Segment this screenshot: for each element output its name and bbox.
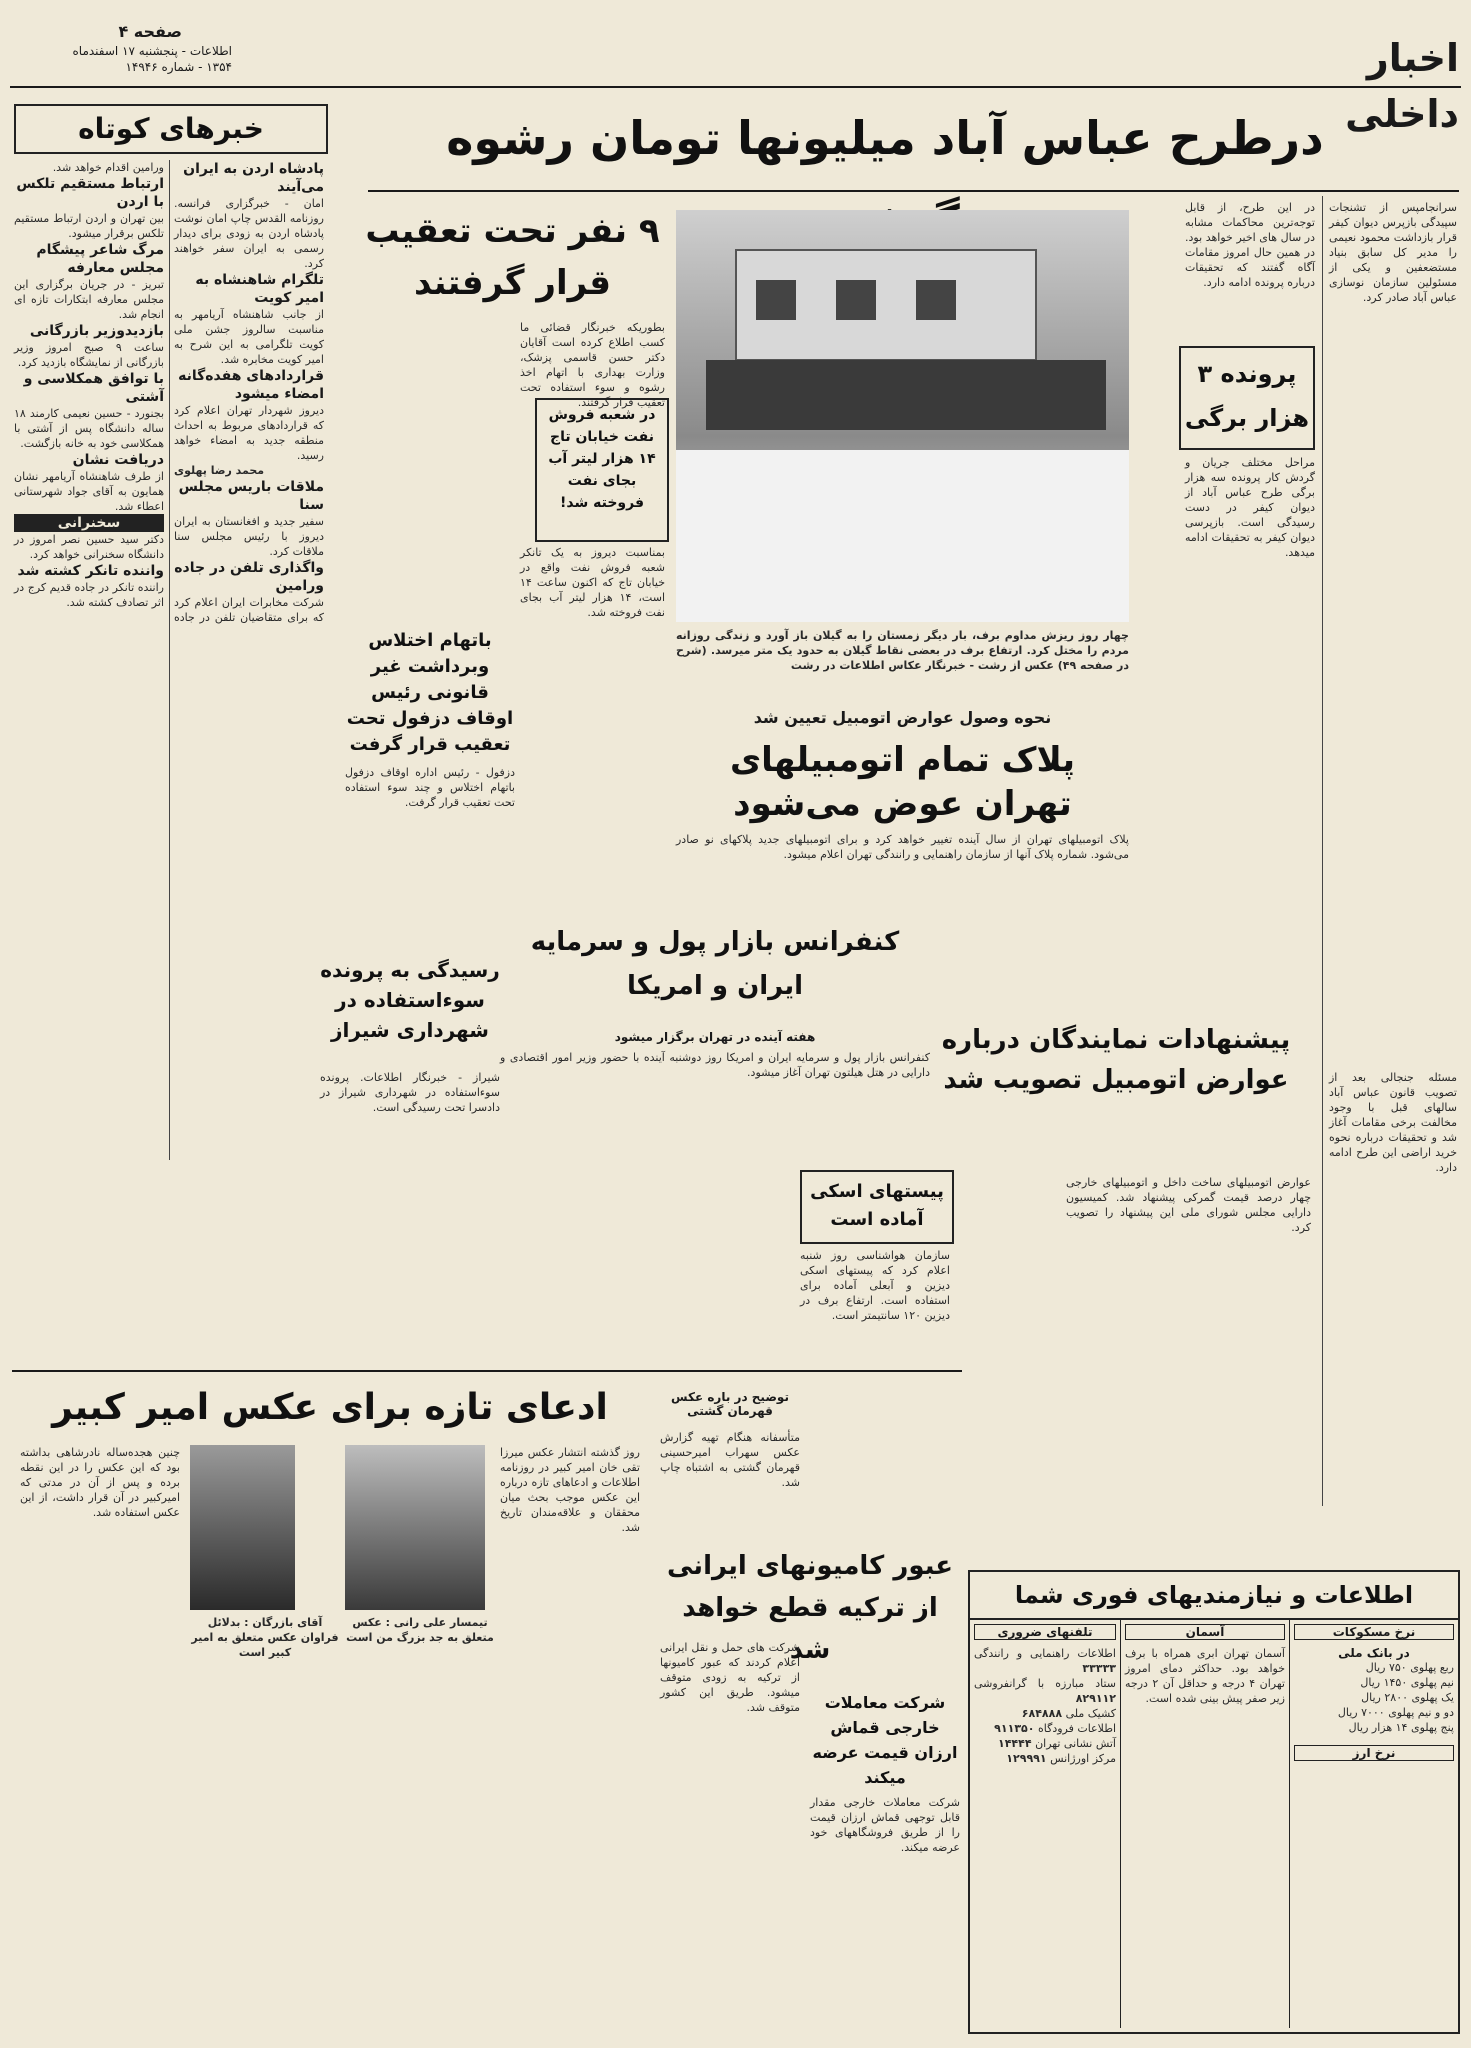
oil-story-title: در شعبه فروش نفت خیابان تاج ۱۴ هزار لیتر آب بجای نفت فروخته شد! [548,407,656,511]
info-box-title: اطلاعات و نیازمندیهای فوری شما [970,1572,1458,1620]
short-news-item: پادشاه اردن به ایران می‌آیند امان - خبرگزاری فرانسه. روزنامه القدس چاپ امان نوشت پادشاه اردن به زودی برای دیدار رسمی به ایران سفر خواهند کرد. [174,161,324,270]
ski-story-box [800,1170,954,1244]
col-rule [1322,196,1323,1506]
coin-row: نیم پهلوی ۱۴۵۰ ریال [1360,1676,1454,1689]
short-news-title: خبرهای کوتاه [78,112,264,145]
short-news-item: سخنرانی دکتر سید حسین نصر امروز در دانشگاه سخنرانی خواهد کرد. [14,515,164,561]
short-news-item: ارتباط مستقیم تلکس با اردن بین تهران و اردن ارتباط مستقیم تلکس برقرار میشود. [14,176,164,240]
sky-header: آسمان [1125,1624,1285,1640]
plate-body: پلاک اتومبیلهای تهران از سال آینده تغییر خواهد کرد و برای اتومبیلهای جدید پلاکهای نو صادر می‌شود. شماره پلاک آنها از سازمان راهنمایی و رانندگی تهران اعلام میشود. [676,833,1129,861]
conference-body: کنفرانس بازار پول و سرمایه ایران و امریکا روز دوشنبه آینده با حضور وزیر امور اقتصادی و دارایی در هتل هیلتون تهران آغاز میشود. [500,1051,930,1079]
phone-row: ستاد مبارزه با گرانفروشی ۸۲۹۱۱۲ [974,1677,1116,1705]
short-news-item: مرگ شاعر پیشگام مجلس معارفه تبریز - در جریان برگزاری این مجلس معارفه ابتکارات تازه ای انجام شد. [14,242,164,321]
awqaf-body: دزفول - رئیس اداره اوقاف دزفول باتهام اختلاس و چند سوء استفاده تحت تعقیب قرار گرفت. [345,766,515,809]
correction-body: متأسفانه هنگام تهیه گزارش عکس سهراب امیرحسینی قهرمان گشتی به اشتباه چاپ شد. [660,1431,800,1489]
short-news-signature: محمد رضا پهلوی [174,464,265,477]
page-label: صفحه ۴ [118,22,182,41]
phone-row: آتش نشانی تهران ۱۴۴۴۴ [997,1737,1116,1750]
info-box [968,1570,1460,2034]
file-story-box [1179,346,1315,450]
coin-row: پنج پهلوی ۱۴ هزار ریال [1348,1721,1454,1734]
portrait-right [345,1445,485,1610]
photo-claim-body: روز گذشته انتشار عکس میرزا تقی خان امیر کبیر در روزنامه اطلاعات و ادعاهای تازه درباره این عکس موجب بحث میان محققان و علاقه‌مندان تاریخ شد. [500,1446,640,1534]
right-bottom-text: مسئله جنجالی بعد از تصویب قانون عباس آباد سالهای قبل با وجود مخالفت برخی مقامات آغاز شد و تحقیقات درباره نحوه خرید اراضی این طرح ادامه دارد. [1329,1071,1457,1174]
short-news-item: دریافت نشان از طرف شاهنشاه آریامهر نشان همایون به آقای جواد شهرستانی اعطاء شد. [14,452,164,513]
ski-body: سازمان هواشناسی روز شنبه اعلام کرد که پیستهای اسکی دیزین و آبعلی آماده برای استفاده است. ارتفاع برف در دیزین ۱۲۰ سانتیمتر است. [800,1249,950,1322]
phones-column [970,1620,1120,2028]
coins-bank: در بانک ملی [1338,1646,1410,1660]
photo-claim-title: ادعای تازه برای عکس امیر کبیر [52,1387,608,1428]
oil-story-box [535,398,669,542]
short-news-item: با توافق همکلاسی و آشتی بجنورد - حسین نعیمی کارمند ۱۸ ساله دانشگاه پس از آشتی با همکلاسی خود به خانه بازگشت. [14,371,164,450]
issue-line-1: اطلاعات - پنجشنبه ۱۷ اسفندماه [72,44,232,58]
main-story-body: سرانجامپس از تشنجات سپیدگی بازپرس دیوان کیفر قرار بازداشت محمود نعیمی را مدیر کل سابق بنیاد مستضعفین و یکی از مسئولین سازمان نوسازی عباس آباد صادر کرد. [1329,201,1457,304]
section-title: اخبار داخلی [1345,36,1459,136]
trucks-sub-title: شرکت معاملات خارجی قماش ارزان قیمت عرضه میکند [812,1693,958,1787]
short-news-item: قراردادهای هفده‌گانه امضاء میشود دیروز شهردار تهران اعلام کرد که قراردادهای مربوط به احداث منطقه جدید به امضاء خواهد رسید. [174,368,324,462]
bottom-section-rule [12,1370,962,1372]
plate-kicker: نحوه وصول عوارض اتومبیل تعیین شد [753,708,1052,727]
oil-story-body: بمناسبت دیروز به یک تانکر شعبه فروش نفت واقع در خیابان تاج که اکنون ساعت ۱۴ است، ۱۴ هزار لیتر آب بجای نفت فروخته شد. [520,546,666,619]
sky-column [1120,1620,1289,2028]
conference-kicker: هفته آینده در تهران برگزار میشود [614,1030,816,1044]
correction-title: توضیح در باره عکس قهرمان گشتی [671,1390,789,1418]
car-toll-title: پیشنهادات نمایندگان درباره عوارض اتومبیل تصویب شد [941,1025,1291,1095]
awqaf-title: باتهام اختلاس وبرداشت غیر قانونی رئیس اوقاف دزفول تحت تعقیب قرار گرفت [346,630,514,755]
photo-caption: چهار روز ریزش مداوم برف، بار دیگر زمستان را به گیلان باز آورد و زندگی روزانه مردم را مختل کرد. ارتفاع برف در بعضی نقاط گیلان به حدود یک متر میرسد. (شرح در صفحه ۴۹) عکس از رشت - خبرنگار عکاس اطلاعات در رشت [676,629,1129,672]
conference-title: کنفرانس بازار پول و سرمایه ایران و امریکا [530,927,900,1001]
masthead-rule [10,86,1461,88]
issue-line-2: ۱۳۵۴ - شماره ۱۴۹۴۶ [125,60,232,74]
shiraz-title: رسیدگی به پرونده سوءاستفاده در شهرداری شیراز [320,958,500,1042]
phone-row: کشیک ملی ۶۸۴۸۸۸ [1021,1707,1116,1720]
main-story-body-2: در این طرح، از قابل توجه‌ترین محاکمات مشابه در سال های اخیر خواهد بود. در همین حال امروز مقامات آگاه گفتند که تحقیقات درباره پرونده ادامه دارد. [1185,201,1315,289]
snow-photo-svg [676,210,1129,622]
short-news-item: واننده تانکر کشته شد راننده تانکر در جاده قدیم کرج در اثر تصادف کشته شد. [14,563,164,609]
main-headline: درطرح عباس آباد میلیونها تومان رشوه [446,111,1324,165]
headline-rule [368,190,1459,192]
short-news-item: بازدیدوزیر بازرگانی ساعت ۹ صبح امروز وزیر بازرگانی از نمایشگاه بازدید کرد. [14,323,164,369]
file-story-title: پرونده ۳ هزار برگی [1184,360,1310,432]
phones-header: تلفنهای ضروری [974,1624,1116,1640]
caption-right: تیمسار علی رانی : عکس متعلق به جد بزرگ من است [346,1616,494,1644]
nine-pursued-title: ۹ نفر تحت تعقیب قرار گرفتند [365,211,660,303]
photo-claim-body-left: چنین هجده‌ساله نادرشاهی بداشته بود که این عکس را در این نقطه برده و پس از آن در مدتی که امیرکبیر در آن قرار داشت، از این عکس استفاده شد. [20,1446,180,1519]
phone-row: اطلاعات راهنمایی و رانندگی ۳۳۳۳۳ [974,1647,1116,1675]
currency-header: نرخ ارز [1294,1745,1454,1761]
short-news-item: تلگرام شاهنشاه به امیر کویت از جانب شاهنشاه آریامهر به مناسبت سالروز جشن ملی کویت تلگرامی به این شرح به امیر کویت مخابره شد. [174,272,324,366]
ski-title: پیستهای اسکی آماده است [810,1181,944,1230]
nine-pursued-body: بطوریکه خبرنگار قضائی ما کسب اطلاع کرده است آقایان دکتر حسن قاسمی پزشک، وزارت بهداری با اتهام اخذ رشوه و سوء استفاده تحت تعقیب قرار گرفتند. [520,321,665,409]
coin-row: دو و نیم پهلوی ۷۰۰۰ ریال [1337,1706,1454,1719]
short-news-item: ملاقات باریس مجلس سنا سفیر جدید و افغانستان به ایران دیروز با رئیس مجلس سنا ملاقات کرد. [174,479,324,558]
coin-row: یک پهلوی ۲۸۰۰ ریال [1361,1691,1454,1704]
short-news-header [14,104,328,154]
trucks-body: شرکت های حمل و نقل ایرانی اعلام کردند که عبور کامیونها از ترکیه به زودی متوقف میشود. طریق این کشور متوقف شد. [660,1641,800,1714]
coins-header: نرخ مسکوکات [1294,1624,1454,1640]
coins-column [1289,1620,1458,2028]
sky-text: آسمان تهران ابری همراه با برف خواهد بود. حداکثر دمای امروز تهران ۴ درجه و حداقل آن ۲ درجه زیر صفر پیش بینی شده است. [1125,1647,1285,1705]
short-news-item: واگذاری تلفن در جاده ورامین شرکت مخابرات ایران اعلام کرد که برای متقاضیان تلفن در جاده ورامین اقدام خواهد شد. [52,161,324,624]
trucks-title: عبور کامیونهای ایرانی از ترکیه قطع خواهد شد [667,1551,953,1665]
caption-left: آقای بازرگان : بدلائل فراوان عکس متعلق به امیر کبیر است [191,1616,339,1659]
shiraz-body: شیراز - خبرنگار اطلاعات. پرونده سوءاستفاده در شهرداری شیراز در دادسرا تحت رسیدگی است. [320,1071,500,1114]
short-news-list [14,160,324,1160]
portrait-left [190,1445,295,1610]
plate-title: پلاک تمام اتومبیلهای تهران عوض می‌شود [729,740,1076,824]
phone-row: اطلاعات فرودگاه ۹۱۱۳۵۰ [994,1722,1116,1735]
snow-photo [676,210,1129,622]
file-story-body: مراحل مختلف جریان و گردش کار پرونده سه هزار برگی طرح عباس آباد از دیوان کیفر در دست رسیدگی است. بازپرسی دیوان کیفر به تحقیقات ادامه میدهد. [1185,456,1315,559]
coin-row: ربع پهلوی ۷۵۰ ریال [1365,1661,1454,1674]
car-toll-body: عوارض اتومبیلهای ساخت داخل و اتومبیلهای خارجی چهار درصد قیمت گمرکی پیشنهاد شد. کمیسیون دارایی مجلس شورای ملی این پیشنهاد را تصویب کرد. [1066,1176,1311,1234]
trucks-sub-body: شرکت معاملات خارجی مقدار قابل توجهی قماش ارزان قیمت را از طریق فروشگاههای خود عرضه میکند. [810,1796,960,1854]
phone-row: مرکز اورژانس ۱۲۹۹۹۱ [1006,1752,1116,1765]
